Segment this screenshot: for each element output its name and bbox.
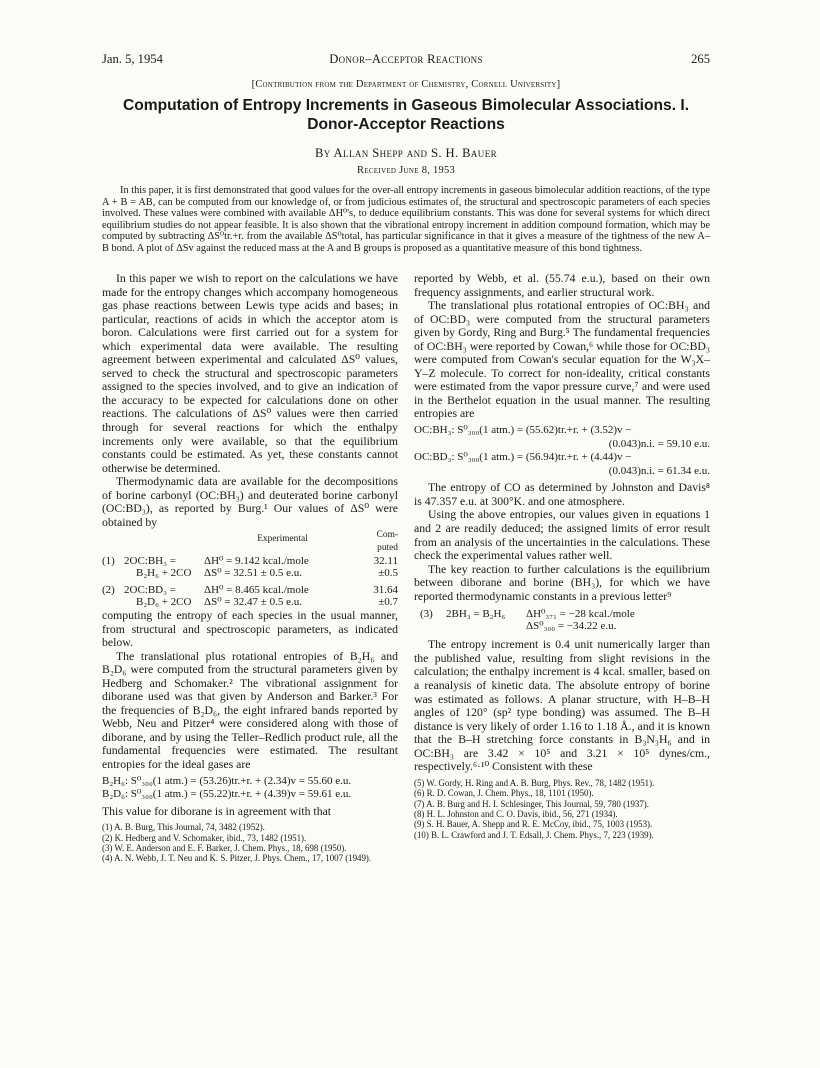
computed-error: ±0.5	[378, 567, 398, 580]
footnote: (9) S. H. Bauer, A. Shepp and R. E. McCoy, ibid., 75, 1003 (1953).	[414, 819, 653, 830]
received-date: Received June 8, 1953	[357, 165, 455, 176]
reaction-table	[102, 529, 398, 609]
left-paragraph: The translational plus rotational entropies of B₂H₆ and B₂D₆ were computed from the structural parameters given by Hedberg and Schomaker.² The vibrational assignment for diborane used was that given by Anderson and Barker.³ For the frequencies of B₂D₆, the eight infrared bands reported by Webb, Neu and Pitzer⁴ were considered along with those of diborane, and by using the Teller–Redlich product rule, all the fundamental frequencies were estimated. The resultant entropies for the ideal gases are	[102, 649, 398, 771]
equation-line: (0.043)n.i. = 59.10 e.u.	[608, 437, 710, 450]
issue-date: Jan. 5, 1954	[102, 52, 163, 66]
computed-value: 31.64	[373, 583, 398, 596]
enthalpy-value: ΔH⁰₃₇₁ = −28 kcal./mole	[526, 608, 635, 621]
enthalpy-value: ΔH⁰ = 9.142 kcal./mole	[204, 554, 309, 567]
equation-number: (2)	[102, 583, 115, 596]
footnote: (6) R. D. Cowan, J. Chem. Phys., 18, 1101 (1950).	[414, 788, 594, 799]
reaction-equation: 2BH₃ = B₂H₆	[446, 608, 506, 621]
reaction-rhs: B₂H₆ + 2CO	[136, 567, 192, 580]
equation-number: (1)	[102, 554, 115, 567]
running-title: Donor–Acceptor Reactions	[329, 52, 483, 66]
footnotes-left	[102, 822, 398, 864]
left-column	[102, 272, 398, 864]
footnote: (4) A. N. Webb, J. T. Neu and K. S. Pitzer, J. Phys. Chem., 17, 1007 (1949).	[102, 853, 372, 864]
entropy-equations	[102, 775, 398, 802]
column-header-computed: Com- puted	[376, 530, 398, 553]
footnote: (8) H. L. Johnston and C. O. Davis, ibid., 56, 271 (1934).	[414, 809, 618, 819]
article-title: Computation of Entropy Increments in Gaseous Bimolecular Associations. I. Donor-Acceptor Reactions	[122, 97, 690, 133]
computed-error: ±0.7	[378, 596, 398, 609]
abstract	[102, 185, 710, 255]
reaction-3	[414, 608, 710, 632]
right-paragraph: The translational plus rotational entropies of OC:BH₃ and of OC:BD₃ were computed from the structural parameters given by Gordy, Ring and Burg.⁵ The fundamental frequencies of OC:BH₃ were reported by Cowan,⁶ while those for OC:BD₃ were computed from Cowan's secular equation for the W₃X–Y–Z molecule. To correct for non-ideality, critical constants were estimated from the vapor pressure curve,⁷ and were used in the Berthelot equation in the usual manner. The resulting entropies are	[414, 299, 710, 421]
right-paragraph: The entropy increment is 0.4 unit numerically larger than the published value, resulting from slight revisions in the calculation; the enthalpy increment is 4 kcal. smaller, based on a reanalysis of kinetic data. The absolute entropy of borine was estimated as follows. A planar structure, with H–B–H angles of 120° (sp² type bonding) was assumed. The B–H distance is very likely of order 1.16 to 1.18 Å., and it is known that the B–H stretching force constants in B₃N₃H₆ and in OC:BH₃ are 3.42 × 10⁵ and 3.21 × 10⁵ dynes/cm., respectively.⁶·¹⁰ Consistent with these	[414, 638, 710, 774]
equation-line: (0.043)n.i. = 61.34 e.u.	[608, 464, 710, 477]
footnote: (1) A. B. Burg, This Journal, 74, 3482 (1952).	[102, 822, 265, 833]
reaction-lhs: 2OC:BH₃ =	[124, 554, 176, 567]
running-header	[102, 52, 710, 70]
enthalpy-value: ΔH⁰ = 8.465 kcal./mole	[204, 583, 309, 596]
right-paragraph: Using the above entropies, our values given in equations 1 and 2 are readily deduced; the assigned limits of error result from an analysis of the uncertainties in the calculations. These check the experimental values rather well.	[414, 508, 710, 563]
equation-line: OC:BH₃: S⁰₃₀₀(1 atm.) = (55.62)tr.+r. + (3.52)v −	[414, 424, 632, 437]
footnote: (5) W. Gordy, H. Ring and A. B. Burg, Phys. Rev., 78, 1482 (1951).	[414, 777, 655, 788]
left-paragraph: This value for diborane is in agreement with that	[102, 804, 332, 818]
footnotes-right	[414, 778, 710, 840]
equation-line: B₂D₆: S⁰₃₀₀(1 atm.) = (55.22)tr.+r. + (4.39)v = 59.61 e.u.	[102, 788, 352, 801]
abstract-text: In this paper, it is first demonstrated that good values for the over-all entropy increments in gaseous bimolecular addition reactions, of the type A + B = AB, can be computed from our knowledge of, or from judicious estimates of, the structural and spectroscopic parameters of each species involved. These values were combined with available ΔH⁰'s, to deduce equilibrium constants. This was done for several systems for which direct equilibrium studies do not appear feasible. It is also shown that the vibrational entropy increment in addition compound formation, which may be computed by subtracting ΔS⁰tr.+r. from the available ΔS⁰total, has particular significance in that it gives a measure of the tightness of the new A–B bond. A plot of ΔSv against the reduced mass at the A and B groups is proposed as a quantitative measure of this bond tightness.	[102, 185, 710, 254]
equation-line: OC:BD₃: S⁰₃₀₀(1 atm.) = (56.94)tr.+r. + (4.44)v −	[414, 451, 632, 464]
computed-value: 32.11	[373, 554, 398, 567]
right-paragraph: The key reaction to further calculations is the equilibrium between diborane and borine (BH₃), for which we have reported thermodynamic constants in a previous letter⁹	[414, 562, 710, 603]
equation-number: (3)	[420, 608, 433, 621]
footnote: (3) W. E. Anderson and E. F. Barker, J. Chem. Phys., 18, 698 (1950).	[102, 843, 347, 854]
entropy-value: ΔS⁰₃₀₀ = −34.22 e.u.	[526, 620, 617, 633]
footnote: (7) A. B. Burg and H. I. Schlesinger, This Journal, 59, 780 (1937).	[414, 798, 649, 809]
right-column	[414, 272, 710, 840]
equation-line: B₂H₆: S⁰₃₀₀(1 atm.) = (53.26)tr.+r. + (2.34)v = 55.60 e.u.	[102, 774, 352, 787]
page-number: 265	[691, 52, 710, 66]
footnote: (2) K. Hedberg and V. Schomaker, ibid., 73, 1482 (1951).	[102, 832, 307, 843]
entropy-value: ΔS⁰ = 32.51 ± 0.5 e.u.	[204, 567, 302, 580]
byline: By Allan Shepp and S. H. Bauer	[315, 146, 497, 160]
left-paragraph: computing the entropy of each species in the usual manner, from structural and spectroscopic parameters, as indicated below.	[102, 608, 398, 650]
right-paragraph: reported by Webb, et al. (55.74 e.u.), based on their own frequency assignments, and earlier structural work.	[414, 272, 710, 299]
left-paragraph: Thermodynamic data are available for the decompositions of borine carbonyl (OC:BH₃) and deuterated borine carbonyl (OC:BD₃), as reported by Burg.¹ Our values of ΔS⁰ were obtained by	[102, 475, 398, 529]
right-paragraph: The entropy of CO as determined by Johnston and Davis⁸ is 47.357 e.u. at 300°K. and one atmosphere.	[414, 481, 710, 508]
entropy-equations	[414, 424, 710, 478]
contribution-line: [Contribution from the Department of Chemistry, Cornell University]	[251, 79, 561, 90]
left-paragraph: In this paper we wish to report on the calculations we have made for the entropy changes which accompany homogeneous gas phase reactions between Lewis type acids and bases; in particular, reactions of acids in which the acceptor atom is boron. Calculations were first carried out for a system for which experimental data were available. The resulting agreement between experimental and calculated ΔS⁰ values, served to check the structural and spectroscopic parameters assigned to the species involved, and to give an indication of the accuracy to be expected for calculations done on other reactions. The calculations of ΔS⁰ values were then carried through for several reactions for which the enthalpy increments only were available, so that the equilibrium constants could be estimated. As yet, these constants cannot otherwise be determined.	[102, 272, 398, 475]
column-header-experimental: Experimental	[257, 534, 308, 545]
reaction-rhs: B₂D₆ + 2CO	[136, 596, 192, 609]
entropy-value: ΔS⁰ = 32.47 ± 0.5 e.u.	[204, 596, 302, 609]
reaction-lhs: 2OC:BD₃ =	[124, 583, 176, 596]
footnote: (10) B. L. Crawford and J. T. Edsall, J. Chem. Phys., 7, 223 (1939).	[414, 829, 654, 840]
